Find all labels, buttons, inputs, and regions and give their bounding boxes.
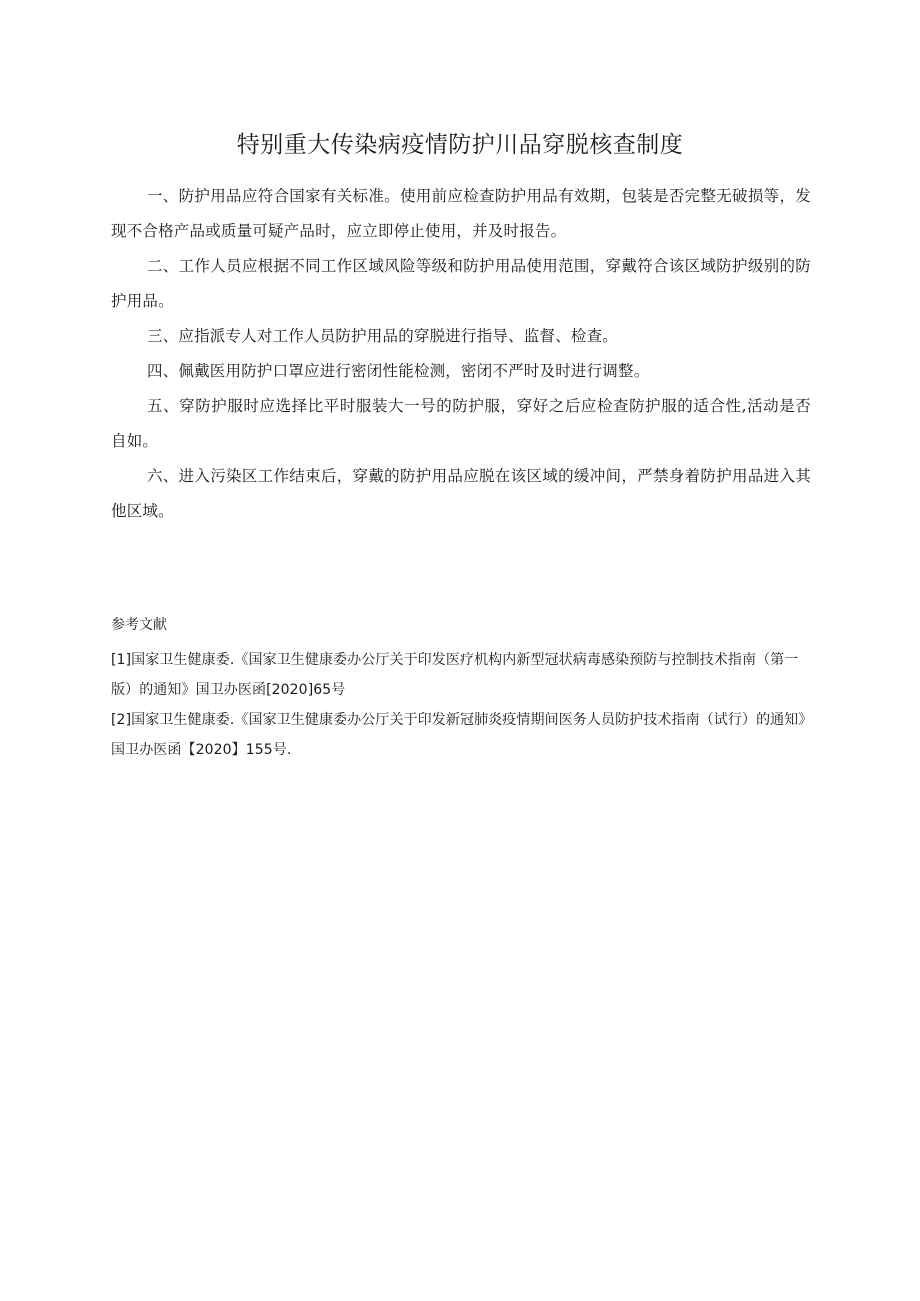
document-title: 特别重大传染病疫情防护川品穿脱核查制度 xyxy=(236,132,684,158)
references-heading: 参考文献 xyxy=(111,617,167,633)
paragraph-3: 三、应指派专人对工作人员防护用品的穿脱进行指导、监督、检查。 xyxy=(147,327,619,345)
reference-item-2: [2]国家卫生健康委.《国家卫生健康委办公厅关于印发新冠肺炎疫情期间医务人员防护技术指南（试行）的通知》国卫办医函【2020】155号. xyxy=(111,712,806,758)
paragraph-2: 二、工作人员应根据不同工作区域风险等级和防护用品使用范围，穿戴符合该区域防护级别的防护用品。 xyxy=(111,257,811,310)
references-section xyxy=(111,611,811,765)
paragraph-6: 六、进入污染区工作结束后，穿戴的防护用品应脱在该区域的缓冲间，严禁身着防护用品进入其他区域。 xyxy=(111,467,811,520)
reference-item-1: [1]国家卫生健康委.《国家卫生健康委办公厅关于印发医疗机构内新型冠状病毒感染预防与控制技术指南（第一版）的通知》国卫办医函[2020]65号 xyxy=(111,652,799,698)
paragraph-1: 一、防护用品应符合国家有关标准。使用前应检查防护用品有效期，包装是否完整无破损等，发现不合格产品或质量可疑产品时，应立即停止使用，并及时报告。 xyxy=(111,187,811,240)
paragraph-5: 五、穿防护服时应选择比平时服装大一号的防护服，穿好之后应检查防护服的适合性,活动是否自如。 xyxy=(111,397,811,450)
document-body xyxy=(111,179,811,529)
paragraph-4: 四、佩戴医用防护口罩应进行密闭性能检测，密闭不严时及时进行调整。 xyxy=(147,362,650,380)
